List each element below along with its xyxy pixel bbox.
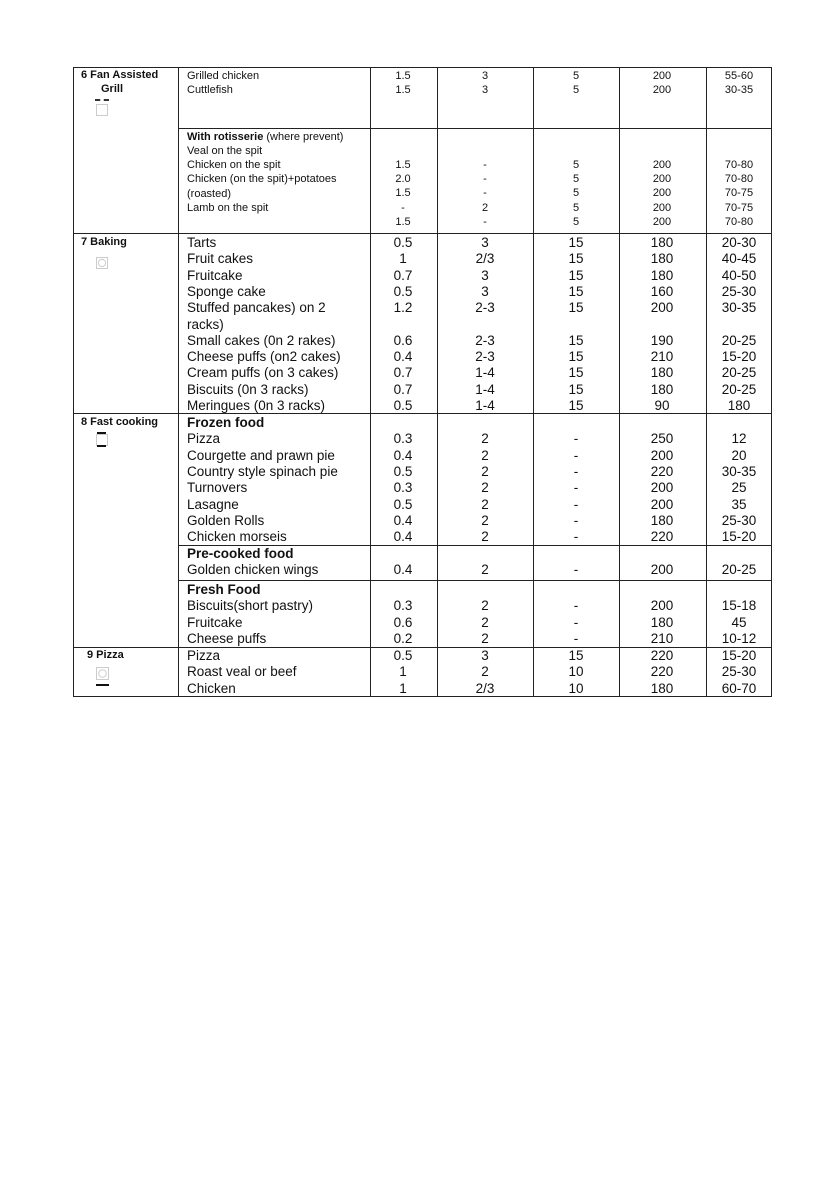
food-name: Chicken morseis — [187, 529, 287, 545]
temperature-c: 180 — [650, 251, 674, 267]
food-name: Lasagne — [187, 496, 239, 512]
food-name: Fruitcake — [187, 614, 243, 630]
rack-level: - — [483, 187, 487, 200]
cooking-time-min: 20 — [731, 447, 747, 463]
temperature-c: 200 — [652, 201, 672, 214]
rack-level: 3 — [481, 235, 489, 250]
bottom-element-mark — [97, 445, 106, 447]
weight-kg: 1.2 — [393, 300, 413, 316]
preheat-min: - — [573, 529, 579, 545]
food-name: Chicken — [187, 680, 236, 696]
food-name: Pizza — [187, 431, 221, 447]
preheat-min: 15 — [568, 235, 584, 250]
preheat-min: 10 — [568, 680, 584, 696]
cooking-time-min: 70-75 — [724, 187, 754, 200]
weight-kg: 0.6 — [393, 332, 413, 348]
temperature-c: 220 — [650, 463, 674, 479]
food-name: Golden chicken wings — [187, 562, 319, 578]
preheat-min: - — [573, 496, 579, 512]
preheat-min: 5 — [572, 215, 580, 228]
preheat-min: - — [573, 630, 579, 646]
rack-level: 2 — [481, 598, 489, 614]
food-name: Cheese puffs — [187, 630, 267, 646]
food-name: Fruit cakes — [187, 251, 254, 267]
rack-level: 2 — [481, 463, 489, 479]
weight-kg: 0.2 — [393, 630, 413, 646]
weight-kg: 1.5 — [395, 159, 411, 171]
section-divider — [74, 233, 771, 234]
preheat-min: - — [573, 512, 579, 528]
food-name: Veal on the spit — [187, 145, 263, 157]
rack-level: 2 — [481, 512, 489, 528]
weight-kg: 0.5 — [393, 648, 413, 663]
cooking-time-min: 15-18 — [721, 598, 757, 614]
icon-frame — [96, 104, 108, 116]
temperature-c: 200 — [650, 447, 674, 463]
group-divider — [178, 580, 771, 581]
group-heading-bold: With rotisserie — [187, 131, 264, 143]
temperature-c: 160 — [650, 283, 674, 299]
temperature-c: 200 — [652, 84, 672, 96]
cooking-time-min: 25 — [731, 480, 747, 496]
col-divider — [533, 68, 534, 696]
cooking-time-min: 20-25 — [721, 365, 757, 381]
rack-level: 2-3 — [475, 349, 495, 365]
weight-kg: 1 — [399, 251, 407, 267]
temperature-c: 200 — [652, 187, 672, 200]
preheat-min: - — [573, 614, 579, 630]
preheat-min: 15 — [568, 648, 584, 663]
cooking-time-min: 20-25 — [721, 381, 757, 397]
preheat-min: 15 — [568, 267, 584, 283]
cooking-time-min: 30-35 — [724, 84, 754, 96]
rack-level: 2-3 — [475, 332, 495, 348]
temperature-c: 220 — [650, 529, 674, 545]
group-heading: Pre-cooked food — [187, 546, 294, 561]
col-divider — [619, 68, 620, 696]
preheat-min: - — [573, 598, 579, 614]
cooking-time-min: 180 — [727, 398, 751, 413]
temperature-c: 180 — [650, 512, 674, 528]
temperature-c: 180 — [650, 680, 674, 696]
cooking-time-min: 15-20 — [721, 349, 757, 365]
temperature-c: 90 — [654, 398, 670, 413]
weight-kg: 0.4 — [393, 349, 413, 365]
food-name: Chicken on the spit — [187, 159, 281, 172]
mode-label: 8 Fast cooking — [81, 416, 159, 428]
rack-level: 2 — [481, 529, 489, 545]
temperature-c: 220 — [650, 664, 674, 680]
food-name: Cheese puffs (on2 cakes) — [187, 349, 341, 365]
rack-level: 2 — [481, 496, 489, 512]
rack-level: 2 — [481, 201, 489, 214]
cooking-time-min: 20-25 — [721, 332, 757, 348]
food-name: Tarts — [187, 235, 217, 250]
bottom-element-mark — [96, 684, 109, 686]
grill-element-mark — [95, 99, 109, 101]
cooking-time-min: 35 — [731, 496, 747, 512]
temperature-c: 180 — [650, 267, 674, 283]
rack-level: 3 — [481, 648, 489, 663]
rack-level: 2 — [481, 664, 489, 680]
rack-level: 1-4 — [475, 398, 495, 413]
temperature-c: 210 — [650, 630, 674, 646]
food-name: Sponge cake — [187, 283, 266, 299]
temperature-c: 250 — [650, 431, 674, 447]
food-name: Small cakes (0n 2 rakes) — [187, 332, 336, 348]
weight-kg: 1.5 — [395, 70, 411, 82]
rack-level: 3 — [481, 283, 489, 299]
mode-label: Grill — [101, 83, 124, 95]
weight-kg: 1.5 — [395, 187, 411, 200]
weight-kg: 0.4 — [393, 512, 413, 528]
food-name: Biscuits(short pastry) — [187, 598, 314, 614]
preheat-min: - — [573, 431, 579, 447]
preheat-min: 5 — [572, 201, 580, 214]
temperature-c: 180 — [650, 235, 674, 250]
rack-level: 2/3 — [475, 251, 495, 267]
temperature-c: 200 — [652, 159, 672, 171]
rack-level: 2-3 — [475, 300, 495, 316]
icon-frame — [96, 257, 108, 269]
weight-kg: 0.3 — [393, 431, 413, 447]
mode-label: 6 Fan Assisted — [81, 69, 159, 81]
cooking-time-min: 25-30 — [721, 283, 757, 299]
cooking-time-min: 30-35 — [721, 463, 757, 479]
weight-kg: 0.3 — [393, 598, 413, 614]
preheat-min: 15 — [568, 332, 584, 348]
rack-level: 3 — [481, 84, 489, 96]
temperature-c: 190 — [650, 332, 674, 348]
rack-level: 2 — [481, 614, 489, 630]
weight-kg: 0.6 — [393, 614, 413, 630]
rack-level: 2 — [481, 447, 489, 463]
cooking-time-min: 12 — [731, 431, 747, 447]
weight-kg: 0.7 — [393, 267, 413, 283]
preheat-min: 5 — [572, 70, 580, 82]
rack-level: 1-4 — [475, 381, 495, 397]
food-name: (roasted) — [187, 187, 232, 200]
preheat-min: - — [573, 562, 579, 578]
preheat-min: 5 — [572, 173, 580, 186]
weight-kg: 0.4 — [393, 562, 413, 578]
food-name: Chicken (on the spit)+potatoes — [187, 173, 337, 186]
food-name: Lamb on the spit — [187, 201, 269, 214]
fan-glyph — [97, 668, 108, 679]
cooking-time-min: 15-20 — [721, 648, 757, 663]
weight-kg: 0.4 — [393, 529, 413, 545]
food-name-continued: racks) — [187, 316, 224, 332]
food-name: Country style spinach pie — [187, 463, 338, 479]
weight-kg: 0.3 — [393, 480, 413, 496]
temperature-c: 200 — [650, 480, 674, 496]
food-name: Golden Rolls — [187, 512, 265, 528]
group-heading-note: (where prevent) — [266, 131, 344, 143]
rack-level: - — [483, 215, 487, 228]
cooking-time-min: 70-80 — [724, 215, 754, 228]
weight-kg: 0.7 — [393, 365, 413, 381]
rack-level: 2 — [481, 630, 489, 646]
food-name: Grilled chicken — [187, 70, 260, 82]
weight-kg: 0.5 — [393, 398, 413, 413]
preheat-min: 15 — [568, 300, 584, 316]
cooking-time-min: 25-30 — [721, 512, 757, 528]
group-divider — [178, 128, 771, 129]
cooking-time-min: 70-75 — [724, 201, 754, 214]
weight-kg: 1.5 — [395, 215, 411, 228]
food-name: Stuffed pancakes) on 2 — [187, 300, 326, 316]
temperature-c: 200 — [650, 598, 674, 614]
cooking-time-min: 40-45 — [721, 251, 757, 267]
mode-label: 9 Pizza — [87, 649, 124, 661]
weight-kg: 1 — [399, 680, 407, 696]
rack-level: - — [483, 173, 487, 186]
food-name: Biscuits (0n 3 racks) — [187, 381, 309, 397]
food-name: Cuttlefish — [187, 84, 233, 96]
weight-kg: 0.5 — [393, 235, 413, 250]
temperature-c: 200 — [652, 215, 672, 228]
fan-glyph — [97, 258, 107, 268]
cooking-time-min: 10-12 — [721, 630, 757, 646]
temperature-c: 180 — [650, 381, 674, 397]
temperature-c: 180 — [650, 365, 674, 381]
weight-kg: 0.7 — [393, 381, 413, 397]
food-name: Fruitcake — [187, 267, 243, 283]
rack-level: 1-4 — [475, 365, 495, 381]
weight-kg: 1 — [399, 664, 407, 680]
weight-kg: - — [401, 201, 405, 214]
temperature-c: 200 — [650, 300, 674, 316]
weight-kg: 1.5 — [395, 84, 411, 96]
cooking-time-min: 60-70 — [721, 680, 757, 696]
col-divider — [178, 68, 179, 696]
temperature-c: 210 — [650, 349, 674, 365]
temperature-c: 180 — [650, 614, 674, 630]
preheat-min: 5 — [572, 84, 580, 96]
preheat-min: - — [573, 480, 579, 496]
cooking-time-min: 70-80 — [724, 159, 754, 171]
weight-kg: 0.4 — [393, 447, 413, 463]
cooking-time-min: 20-25 — [721, 562, 757, 578]
temperature-c: 200 — [650, 496, 674, 512]
cooking-time-min: 15-20 — [721, 529, 757, 545]
rack-level: 3 — [481, 70, 489, 82]
preheat-min: 5 — [572, 159, 580, 171]
preheat-min: - — [573, 447, 579, 463]
rack-level: 2/3 — [475, 680, 495, 696]
mode-label: 7 Baking — [81, 236, 127, 248]
group-heading — [187, 130, 343, 144]
icon-frame — [96, 667, 109, 680]
food-name: Pizza — [187, 648, 221, 663]
preheat-min: 10 — [568, 664, 584, 680]
temperature-c: 220 — [650, 648, 674, 663]
preheat-min: 15 — [568, 365, 584, 381]
cooking-time-min: 25-30 — [721, 664, 757, 680]
weight-kg: 0.5 — [393, 283, 413, 299]
food-name: Courgette and prawn pie — [187, 447, 335, 463]
rack-level: 2 — [481, 562, 489, 578]
food-name: Turnovers — [187, 480, 248, 496]
cooking-time-min: 20-30 — [721, 235, 757, 250]
preheat-min: 15 — [568, 381, 584, 397]
preheat-min: 15 — [568, 251, 584, 267]
rack-level: 3 — [481, 267, 489, 283]
temperature-c: 200 — [652, 70, 672, 82]
weight-kg: 0.5 — [393, 496, 413, 512]
preheat-min: 5 — [572, 187, 580, 200]
preheat-min: 15 — [568, 398, 584, 413]
food-name: Cream puffs (on 3 cakes) — [187, 365, 339, 381]
preheat-min: 15 — [568, 349, 584, 365]
group-heading: Fresh Food — [187, 582, 261, 597]
weight-kg: 2.0 — [395, 173, 411, 186]
rack-level: - — [483, 159, 487, 171]
rack-level: 2 — [481, 431, 489, 447]
temperature-c: 200 — [650, 562, 674, 578]
cooking-time-min: 45 — [731, 614, 747, 630]
weight-kg: 0.5 — [393, 463, 413, 479]
preheat-min: - — [573, 463, 579, 479]
temperature-c: 200 — [652, 173, 672, 186]
cooking-time-min: 55-60 — [724, 70, 754, 82]
food-name: Roast veal or beef — [187, 664, 297, 680]
cooking-time-min: 70-80 — [724, 173, 754, 186]
group-heading: Frozen food — [187, 415, 265, 430]
rack-level: 2 — [481, 480, 489, 496]
cooking-time-min: 30-35 — [721, 300, 757, 316]
food-name: Meringues (0n 3 racks) — [187, 398, 326, 413]
cooking-time-min: 40-50 — [721, 267, 757, 283]
preheat-min: 15 — [568, 283, 584, 299]
